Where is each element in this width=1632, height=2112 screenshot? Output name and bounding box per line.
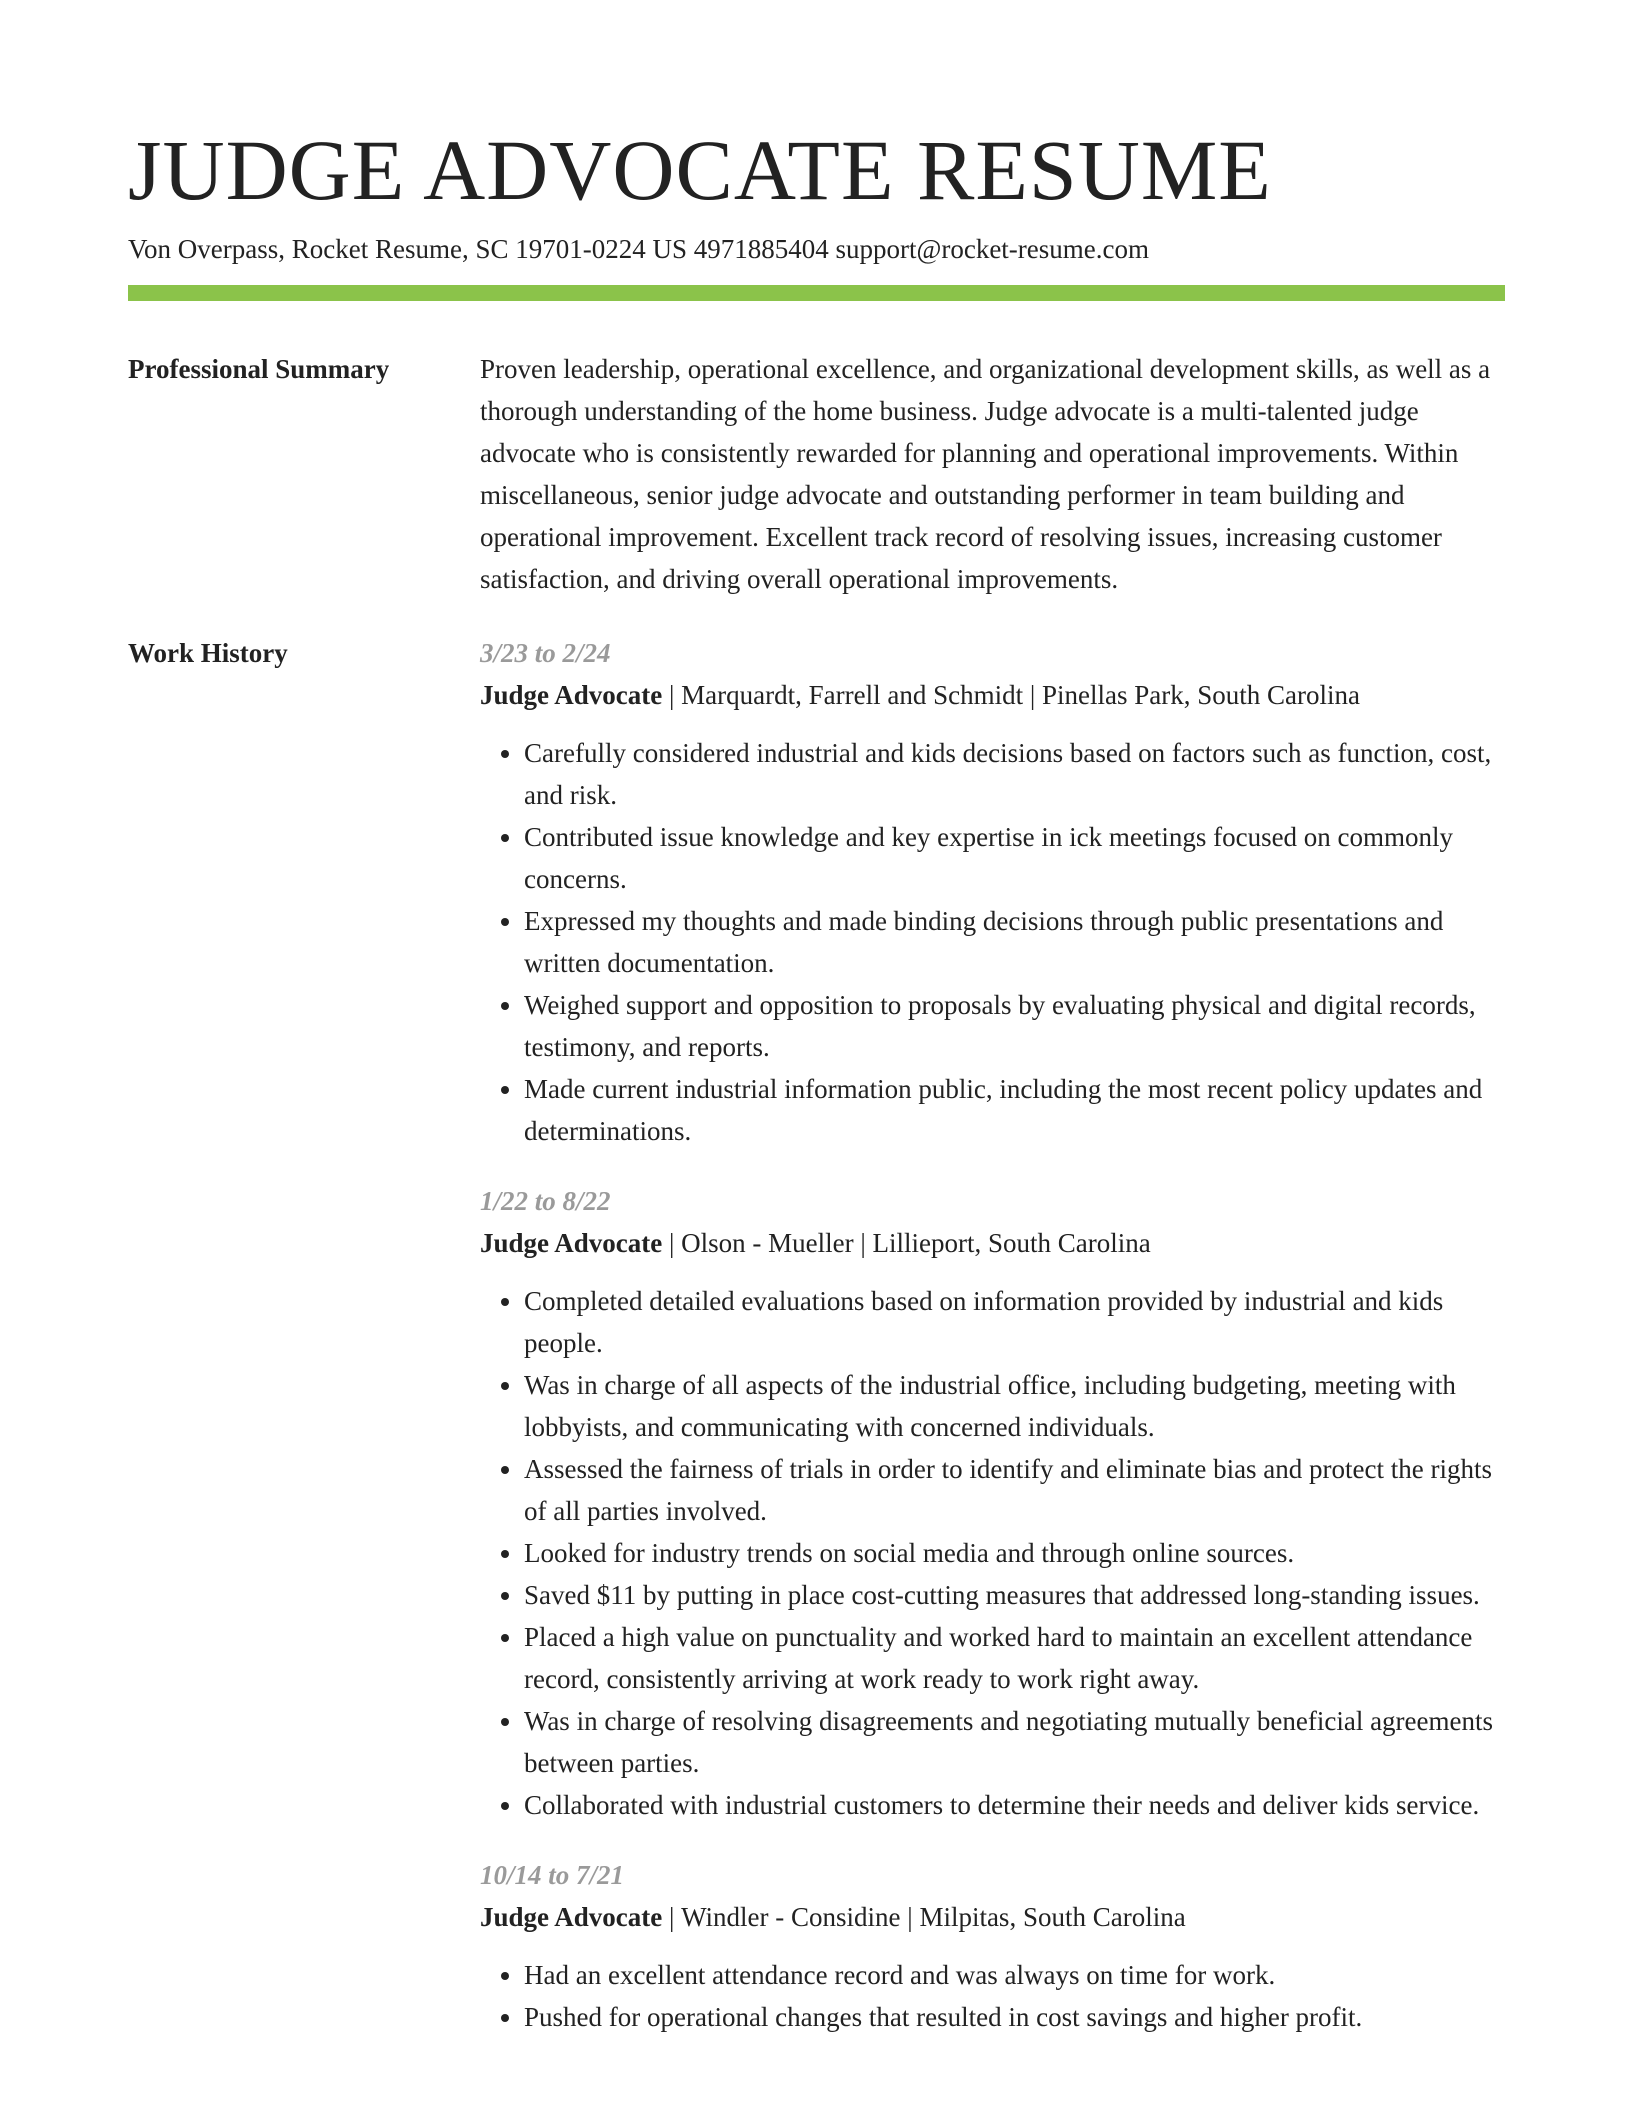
contact-email: support@rocket-resume.com (835, 234, 1150, 264)
job-separator: | (900, 1902, 920, 1932)
job-location: Milpitas, South Carolina (919, 1902, 1186, 1932)
job-separator: | (662, 1902, 682, 1932)
job-separator: | (662, 1228, 682, 1258)
job-separator: | (853, 1228, 873, 1258)
job-separator: | (662, 680, 682, 710)
job-bullet: • Collaborated with industrial customers to determine their needs and deliver kids service. (524, 1784, 1505, 1826)
job-separator: | (1023, 680, 1042, 710)
job-entry (480, 632, 1505, 1152)
summary-body (480, 348, 1505, 600)
job-heading (480, 674, 1505, 716)
contact-phone: 4971885404 (693, 234, 829, 264)
job-bullet: • Weighed support and opposition to proposals by evaluating physical and digital records, testimony, and reports. (524, 984, 1505, 1068)
job-bullet: • Contributed issue knowledge and key expertise in ick meetings focused on commonly concerns. (524, 816, 1505, 900)
job-company: Olson - Mueller (681, 1228, 854, 1258)
job-entry (480, 1180, 1505, 1826)
job-location: Lillieport, South Carolina (872, 1228, 1151, 1258)
job-heading (480, 1896, 1505, 1938)
job-bullet: • Completed detailed evaluations based on information provided by industrial and kids people. (524, 1280, 1505, 1364)
summary-label: Professional Summary (128, 354, 390, 384)
job-dates: 1/22 to 8/22 (480, 1186, 611, 1216)
job-list-container (480, 632, 1505, 2066)
job-bullet: • Was in charge of resolving disagreements and negotiating mutually beneficial agreements between parties. (524, 1700, 1505, 1784)
job-bullet: • Carefully considered industrial and kids decisions based on factors such as function, cost, and risk. (524, 732, 1505, 816)
job-bullet: • Placed a high value on punctuality and worked hard to maintain an excellent attendance record, consistently arriving at work ready to work right away. (524, 1616, 1505, 1700)
header-divider (128, 285, 1505, 301)
job-bullet: • Saved $11 by putting in place cost-cutting measures that addressed long-standing issues. (524, 1574, 1505, 1616)
job-dates: 3/23 to 2/24 (480, 638, 611, 668)
job-location: Pinellas Park, South Carolina (1041, 680, 1360, 710)
job-bullet: • Pushed for operational changes that resulted in cost savings and higher profit. (524, 1996, 1505, 2038)
contact-address: Von Overpass, Rocket Resume, SC 19701-0224 US (128, 234, 687, 264)
page-title: JUDGE ADVOCATE RESUME (128, 122, 1272, 218)
job-bullet: • Made current industrial information public, including the most recent policy updates and determinations. (524, 1068, 1505, 1152)
summary-text: Proven leadership, operational excellence, and organizational development skills, as well as a thorough understanding of the home business. Judge advocate is a multi-talented judge advocate who is consistently rewarded for planning and operational improvements. Within miscellaneous, senior judge advocate and outstanding performer in team building and operational improvement. Excellent track record of resolving issues, increasing customer satisfaction, and driving overall operational improvements. (480, 354, 1491, 594)
job-bullets (480, 732, 1505, 1152)
job-bullet: • Looked for industry trends on social media and through online sources. (524, 1532, 1505, 1574)
work-history-label: Work History (128, 638, 288, 668)
job-bullet: • Expressed my thoughts and made binding decisions through public presentations and written documentation. (524, 900, 1505, 984)
job-company: Windler - Considine (681, 1902, 901, 1932)
job-entry (480, 1854, 1505, 2038)
job-heading (480, 1222, 1505, 1264)
job-bullet: • Assessed the fairness of trials in order to identify and eliminate bias and protect the rights of all parties involved. (524, 1448, 1505, 1532)
job-dates: 10/14 to 7/21 (480, 1860, 625, 1890)
job-title: Judge Advocate (480, 1228, 663, 1258)
job-bullet: • Was in charge of all aspects of the industrial office, including budgeting, meeting with lobbyists, and communicating with concerned individuals. (524, 1364, 1505, 1448)
job-bullets (480, 1280, 1505, 1826)
job-title: Judge Advocate (480, 680, 663, 710)
contact-line (128, 230, 1149, 268)
job-company: Marquardt, Farrell and Schmidt (681, 680, 1024, 710)
job-title: Judge Advocate (480, 1902, 663, 1932)
job-bullet: • Had an excellent attendance record and was always on time for work. (524, 1954, 1505, 1996)
job-bullets (480, 1954, 1505, 2038)
